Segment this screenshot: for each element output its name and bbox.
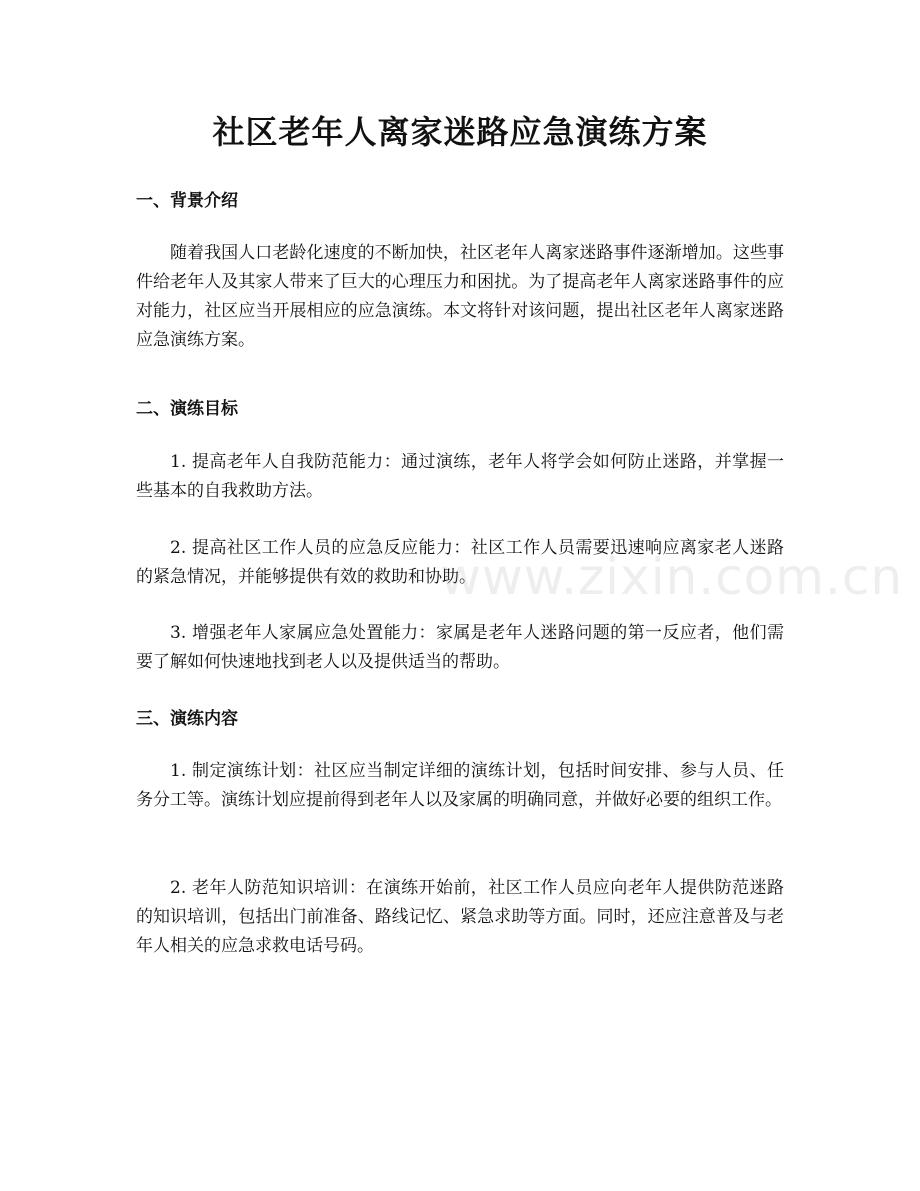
watermark: www.zixin.com.cn [440,548,904,606]
paragraph-goal-1: 1. 提高老年人自我防范能力：通过演练，老年人将学会如何防止迷路，并掌握一些基本的自我救助方法。 [136,452,784,501]
paragraph-content-1: 1. 制定演练计划：社区应当制定详细的演练计划，包括时间安排、参与人员、任务分工等。演练计划应提前得到老年人以及家属的明确同意，并做好必要的组织工作。 [136,761,784,810]
document-title: 社区老年人离家迷路应急演练方案 [212,113,708,151]
paragraph-content-2: 2. 老年人防范知识培训：在演练开始前，社区工作人员应向老年人提供防范迷路的知识培训，包括出门前准备、路线记忆、紧急求助等方面。同时，还应注意普及与老年人相关的应急求救电话号码。 [136,878,784,956]
section-heading-goals: 二、演练目标 [136,399,238,419]
section-heading-background: 一、背景介绍 [136,191,238,211]
paragraph-background: 随着我国人口老龄化速度的不断加快，社区老年人离家迷路事件逐渐增加。这些事件给老年人及其家人带来了巨大的心理压力和困扰。为了提高老年人离家迷路事件的应对能力，社区应当开展相应的应急演练。本文将针对该问题，提出社区老年人离家迷路应急演练方案。 [136,243,784,350]
section-heading-content: 三、演练内容 [136,709,238,729]
paragraph-goal-2: 2. 提高社区工作人员的应急反应能力：社区工作人员需要迅速响应离家老人迷路的紧急情况，并能够提供有效的救助和协助。 [136,538,784,587]
paragraph-goal-3: 3. 增强老年人家属应急处置能力：家属是老年人迷路问题的第一反应者，他们需要了解如何快速地找到老人以及提供适当的帮助。 [136,623,784,672]
